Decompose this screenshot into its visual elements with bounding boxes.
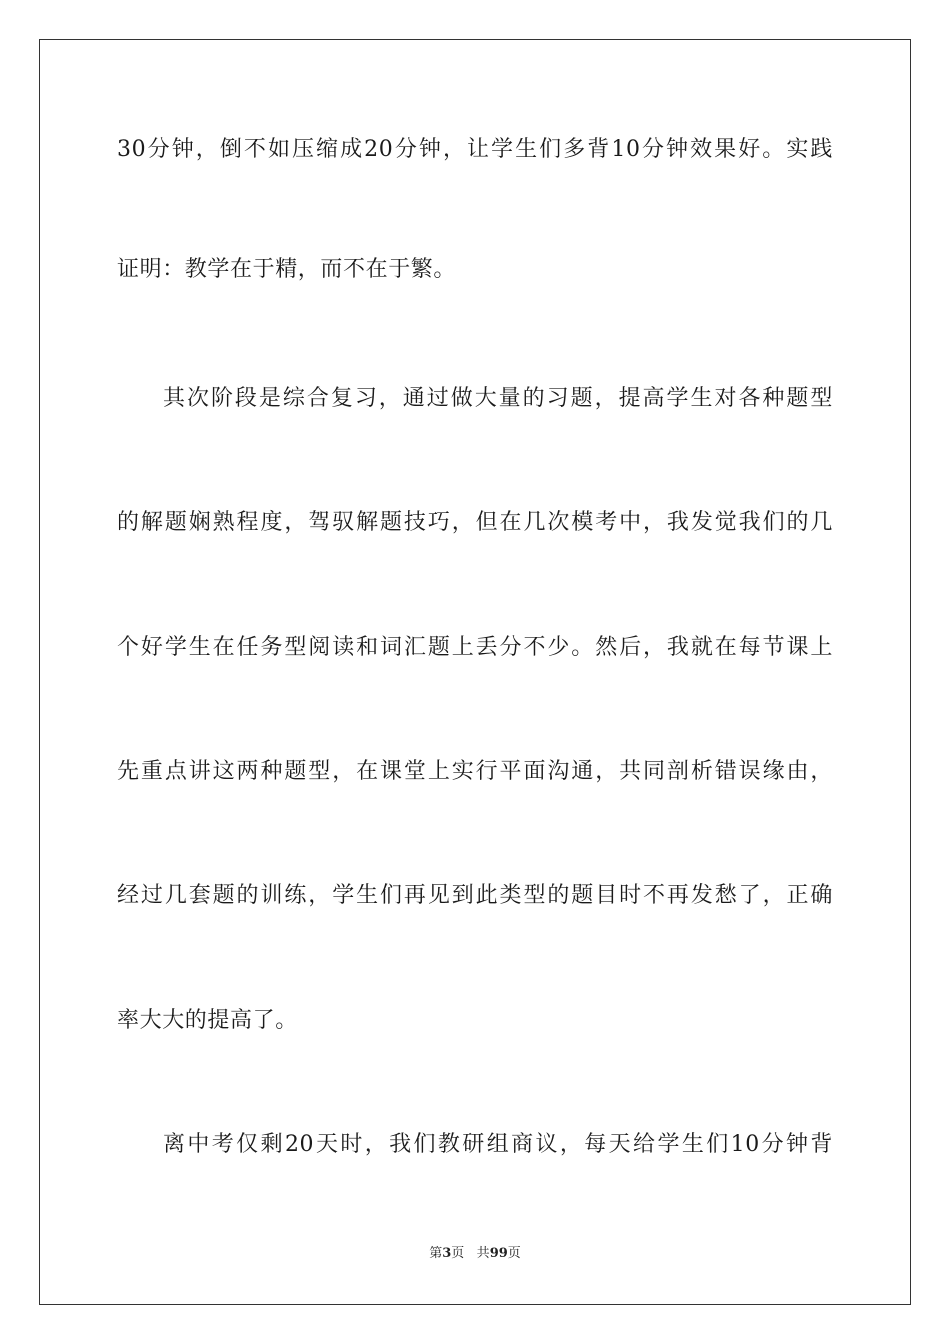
total-label-prefix: 共 [476, 1246, 490, 1261]
current-page-number: 3 [442, 1246, 452, 1261]
body-text-line: 经过几套题的训练，学生们再见到此类型的题目时不再发愁了，正确 [117, 883, 833, 908]
paragraph-first-line: 其次阶段是综合复习，通过做大量的习题，提高学生对各种题型 [163, 386, 833, 411]
body-text-line: 的解题娴熟程度，驾驭解题技巧，但在几次模考中，我发觉我们的几 [117, 510, 833, 535]
body-text-line: 个好学生在任务型阅读和词汇题上丢分不少。然后，我就在每节课上 [117, 635, 833, 660]
body-text-line: 30分钟，倒不如压缩成20分钟，让学生们多背10分钟效果好。实践 [117, 137, 833, 162]
body-text-line: 证明：教学在于精，而不在于繁。 [117, 257, 457, 282]
page-label-suffix: 页 [451, 1246, 465, 1261]
body-text-line: 率大大的提高了。 [117, 1008, 298, 1033]
paragraph-first-line: 离中考仅剩20天时，我们教研组商议，每天给学生们10分钟背 [163, 1132, 833, 1157]
page-footer [0, 1246, 950, 1262]
total-label-suffix: 页 [507, 1246, 521, 1261]
page-border [39, 39, 911, 1305]
body-text-line: 先重点讲这两种题型，在课堂上实行平面沟通，共同剖析错误缘由， [117, 759, 833, 784]
page-label-prefix: 第 [429, 1246, 443, 1261]
total-pages-number: 99 [489, 1246, 508, 1261]
